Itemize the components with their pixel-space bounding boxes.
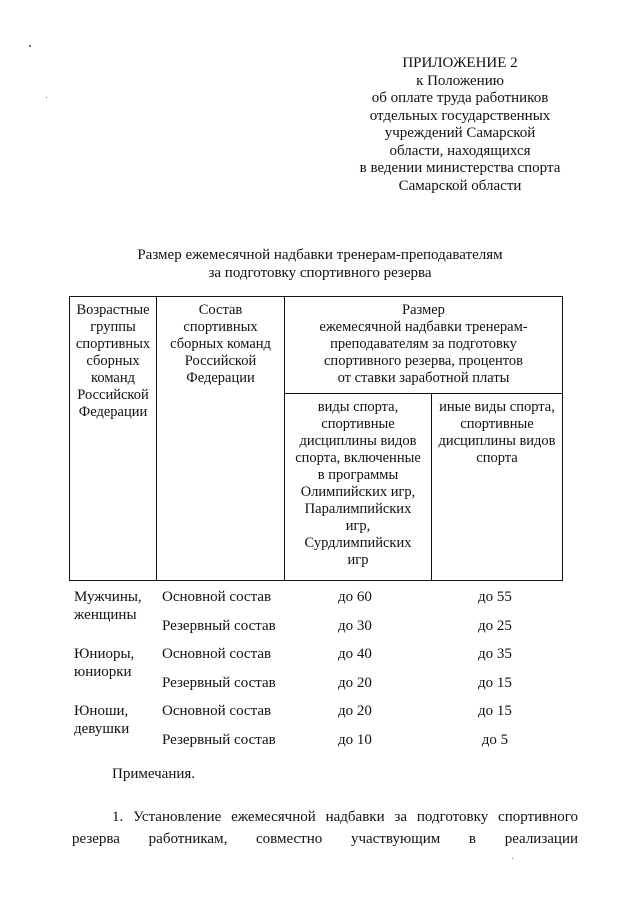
header-text: Российской bbox=[77, 387, 149, 403]
bonus-table-body bbox=[74, 588, 554, 759]
age-group-name-line: женщины bbox=[74, 607, 137, 623]
composition-cell: Резервный состав bbox=[162, 732, 276, 748]
header-text: виды спорта, bbox=[317, 399, 399, 415]
age-group-name-line: Мужчины, bbox=[74, 589, 142, 605]
appendix-line: отдельных государственных bbox=[369, 107, 551, 124]
appendix-line: области, находящихся bbox=[389, 142, 531, 159]
header-text: спорта bbox=[476, 450, 518, 466]
notes-paragraph bbox=[72, 806, 578, 850]
header-text: Федерации bbox=[78, 404, 148, 420]
appendix-line: учреждений Самарской bbox=[384, 125, 536, 141]
composition-cell: Резервный состав bbox=[162, 618, 276, 634]
scan-speck bbox=[29, 45, 31, 47]
header-text: Российской bbox=[184, 353, 257, 369]
appendix-line: к Положению bbox=[416, 72, 504, 89]
header-text: преподавателям за подготовку bbox=[330, 336, 517, 352]
notes-line: резерва работникам, совместно участвующим в реализации bbox=[72, 831, 578, 847]
age-group-name bbox=[74, 702, 159, 738]
olympic-value-cell: до 20 bbox=[338, 675, 372, 691]
scan-speck bbox=[512, 858, 513, 859]
header-text: спортивные bbox=[321, 416, 395, 432]
header-olympic-sports bbox=[285, 394, 432, 581]
header-text: Паралимпийских bbox=[304, 501, 412, 517]
header-text: игр, bbox=[345, 518, 371, 534]
other-value-cell: до 35 bbox=[478, 646, 512, 662]
header-text: спортивных bbox=[183, 319, 258, 335]
header-text: игр bbox=[347, 552, 369, 568]
composition-cell: Основной состав bbox=[162, 589, 272, 605]
age-group-row bbox=[74, 588, 554, 645]
age-group-name-line: девушки bbox=[74, 721, 130, 737]
age-group-name-line: Юниоры, bbox=[74, 646, 135, 662]
other-value-cell: до 55 bbox=[478, 589, 512, 605]
olympic-value-cell: до 60 bbox=[338, 589, 372, 605]
notes-title: Примечания. bbox=[112, 766, 196, 782]
header-text: дисциплины видов bbox=[299, 433, 417, 449]
other-value-cell: до 25 bbox=[478, 618, 512, 634]
olympic-value-cell: до 40 bbox=[338, 646, 372, 662]
header-text: сборных bbox=[86, 353, 140, 369]
header-text: Сурдлимпийских bbox=[304, 535, 412, 551]
title-line: за подготовку спортивного резерва bbox=[208, 265, 432, 281]
age-group-name bbox=[74, 645, 159, 681]
composition-cell: Резервный состав bbox=[162, 675, 276, 691]
header-text: сборных команд bbox=[170, 336, 271, 352]
header-text: в программы bbox=[317, 467, 399, 483]
header-text: спорта, включенные bbox=[295, 450, 421, 466]
header-team-composition bbox=[157, 297, 285, 581]
header-text: иные виды спорта, bbox=[439, 399, 555, 415]
other-value-cell: до 15 bbox=[478, 675, 512, 691]
olympic-value-cell: до 30 bbox=[338, 618, 372, 634]
header-text: спортивных bbox=[75, 336, 151, 352]
bonus-table-header bbox=[69, 296, 563, 581]
header-text: команд bbox=[91, 370, 135, 386]
appendix-line: об оплате труда работников bbox=[371, 90, 549, 106]
header-text: Состав bbox=[198, 302, 243, 318]
age-group-row bbox=[74, 702, 554, 759]
age-group-row bbox=[74, 645, 554, 702]
title-line: Размер ежемесячной надбавки тренерам-преподавателям bbox=[137, 247, 503, 263]
appendix-line: ПРИЛОЖЕНИЕ 2 bbox=[402, 55, 518, 71]
scan-speck bbox=[46, 97, 47, 98]
age-group-name bbox=[74, 588, 159, 624]
document-title bbox=[60, 246, 580, 282]
header-text: спортивного резерва, процентов bbox=[324, 353, 523, 369]
other-value-cell: до 5 bbox=[481, 732, 509, 748]
header-age-groups bbox=[70, 297, 157, 581]
header-text: группы bbox=[90, 319, 136, 335]
age-group-name-line: юниорки bbox=[74, 664, 132, 680]
composition-cell: Основной состав bbox=[162, 703, 272, 719]
olympic-value-cell: до 10 bbox=[338, 732, 372, 748]
age-group-name-line: Юноши, bbox=[74, 703, 129, 719]
header-text: Федерации bbox=[186, 370, 255, 386]
header-other-sports bbox=[432, 394, 563, 581]
composition-cell: Основной состав bbox=[162, 646, 272, 662]
olympic-value-cell: до 20 bbox=[338, 703, 372, 719]
header-text: от ставки заработной платы bbox=[337, 370, 510, 386]
header-bonus-size bbox=[285, 297, 563, 394]
notes-line: 1. Установление ежемесячной надбавки за подготовку спортивного bbox=[112, 809, 578, 825]
other-value-cell: до 15 bbox=[478, 703, 512, 719]
header-text: спортивные bbox=[460, 416, 534, 432]
header-text: Олимпийских игр, bbox=[300, 484, 416, 500]
header-text: дисциплины видов bbox=[438, 433, 556, 449]
header-text: Возрастные bbox=[76, 302, 150, 318]
appendix-line: в ведении министерства спорта bbox=[359, 160, 561, 176]
header-text: Размер bbox=[402, 302, 445, 318]
appendix-header bbox=[330, 55, 590, 195]
header-text: ежемесячной надбавки тренерам- bbox=[319, 319, 528, 335]
appendix-line: Самарской области bbox=[398, 177, 522, 194]
